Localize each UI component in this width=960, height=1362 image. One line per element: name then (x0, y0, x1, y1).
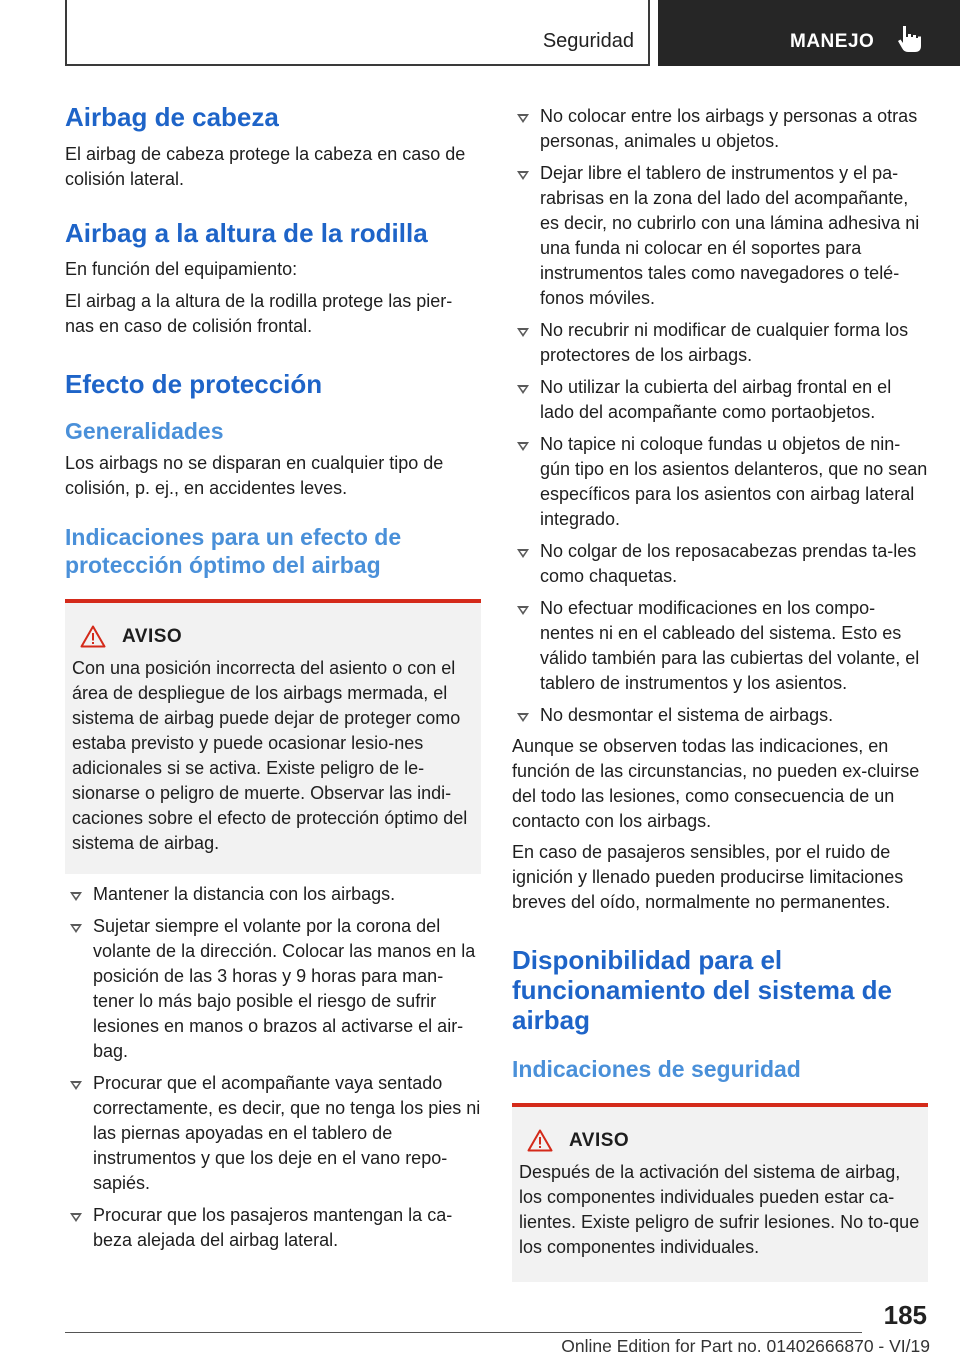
bullet-triangle-icon (517, 114, 529, 123)
heading-indicaciones-seguridad: Indicaciones de seguridad (512, 1056, 801, 1082)
bullet-triangle-icon (517, 713, 529, 722)
paragraph-generalidades: Los airbags no se disparan en cualquier tipo de colisión, p. ej., en accidentes leves. (65, 453, 444, 498)
warning-text: Después de la activación del sistema de airbag, los componentes individuales pueden estar ca-lientes. Existe peligro de sufrir lesiones. No to-que los componentes individuales. (519, 1162, 920, 1257)
heading-disponibilidad: Disponibilidad para el funcionamiento del sistema de airbag (512, 945, 892, 1035)
heading-efecto-proteccion: Efecto de protección (65, 369, 323, 399)
bullet-triangle-icon (517, 549, 529, 558)
paragraph-airbag-cabeza: El airbag de cabeza protege la cabeza en caso de colisión lateral. (65, 144, 466, 189)
list-item: Mantener la distancia con los airbags. (65, 882, 481, 907)
bullet-triangle-icon (517, 171, 529, 180)
list-item: Dejar libre el tablero de instrumentos y el pa-rabrisas en la zona del lado del acompañante, es decir, no cubrirlo con una lámina adhesiva ni una funda ni colocar en él soportes para instrumentos tales como navegadores o telé-fonos móviles. (512, 161, 928, 311)
header-chapter-title: MANEJO (790, 31, 875, 52)
warning-text: Con una posición incorrecta del asiento o con el área de despliegue de los airbags mermada, el sistema de airbag puede dejar de proteger como estaba previsto y puede ocasionar lesio-nes adicionales si se activa. Existe peligro de le-sionarse o peligro de muerte. Observar las indi-caciones sobre el efecto de protección óptimo del sistema de airbag. (72, 658, 468, 853)
list-item: No efectuar modificaciones en los compo-nentes ni en el cableado del sistema. Esto es válido también para las cubiertas del volante, el tablero de instrumentos y los asientos. (512, 596, 928, 696)
list-item: Procurar que el acompañante vaya sentado correctamente, es decir, que no tenga los pies ni las piernas apoyadas en el tablero de instrumentos y que los deje en el vano repo-sapiés. (65, 1071, 481, 1196)
warning-header (523, 1129, 920, 1152)
list-item: No colocar entre los airbags y personas a otras personas, animales u objetos. (512, 104, 928, 154)
heading-airbag-cabeza: Airbag de cabeza (65, 102, 279, 132)
bullet-triangle-icon (70, 1081, 82, 1090)
bullet-list-left (65, 882, 481, 1253)
left-column (65, 102, 481, 1253)
header-section-box (65, 0, 650, 66)
list-item: No colgar de los reposacabezas prendas ta-les como chaquetas. (512, 539, 928, 589)
list-item: No utilizar la cubierta del airbag frontal en el lado del acompañante como portaobjetos. (512, 375, 928, 425)
heading-airbag-rodilla: Airbag a la altura de la rodilla (65, 218, 428, 248)
heading-indicaciones-proteccion: Indicaciones para un efecto de protección óptimo del airbag (65, 524, 402, 578)
paragraph-airbag-rodilla: El airbag a la altura de la rodilla protege las pier-nas en caso de colisión frontal. (65, 291, 453, 336)
list-item: No desmontar el sistema de airbags. (512, 703, 928, 728)
bullet-triangle-icon (70, 1213, 82, 1222)
list-item: No recubrir ni modificar de cualquier forma los protectores de los airbags. (512, 318, 928, 368)
footer-divider (65, 1332, 862, 1333)
bullet-list-right (512, 104, 928, 728)
warning-header (76, 625, 473, 648)
page-number: 185 (883, 1300, 927, 1330)
warning-box-posicion (65, 599, 481, 874)
pointing-hand-icon (896, 24, 924, 54)
bullet-triangle-icon (517, 328, 529, 337)
warning-box-componentes (512, 1103, 928, 1282)
list-item: No tapice ni coloque fundas u objetos de nin-gún tipo en los asientos delanteros, que no sean específicos para los asientos con airbag lateral integrado. (512, 432, 928, 532)
warning-title: AVISO (122, 625, 183, 647)
list-item: Sujetar siempre el volante por la corona del volante de la dirección. Colocar las manos en la posición de las 3 horas y 9 horas para man-tener lo más bajo posible el riesgo de sufrir lesiones en manos o brazos al activarse el air-bag. (65, 914, 481, 1064)
list-item: Procurar que los pasajeros mantengan la ca-beza alejada del airbag lateral. (65, 1203, 481, 1253)
header-chapter-tab (658, 0, 960, 66)
bullet-triangle-icon (70, 892, 82, 901)
warning-triangle-icon (80, 625, 106, 648)
paragraph-pasajeros-sensibles: En caso de pasajeros sensibles, por el ruido de ignición y llenado pueden producirse limitaciones breves del oído, normalmente no permanentes. (512, 842, 904, 912)
header-section-title: Seguridad (542, 30, 634, 52)
bullet-triangle-icon (70, 924, 82, 933)
bullet-triangle-icon (517, 385, 529, 394)
bullet-triangle-icon (517, 606, 529, 615)
heading-generalidades: Generalidades (65, 418, 224, 444)
paragraph-aunque: Aunque se observen todas las indicaciones, en función de las circunstancias, no pueden ex-cluirse del todo las lesiones, como consecuencia de un contacto con los airbags. (512, 736, 920, 831)
warning-title: AVISO (569, 1129, 630, 1151)
paragraph-equipamiento: En función del equipamiento: (65, 259, 298, 279)
bullet-triangle-icon (517, 442, 529, 451)
right-column (512, 102, 928, 1282)
warning-triangle-icon (527, 1129, 553, 1152)
footer-edition: Online Edition for Part no. 01402666870 - VI/19 (561, 1336, 930, 1356)
